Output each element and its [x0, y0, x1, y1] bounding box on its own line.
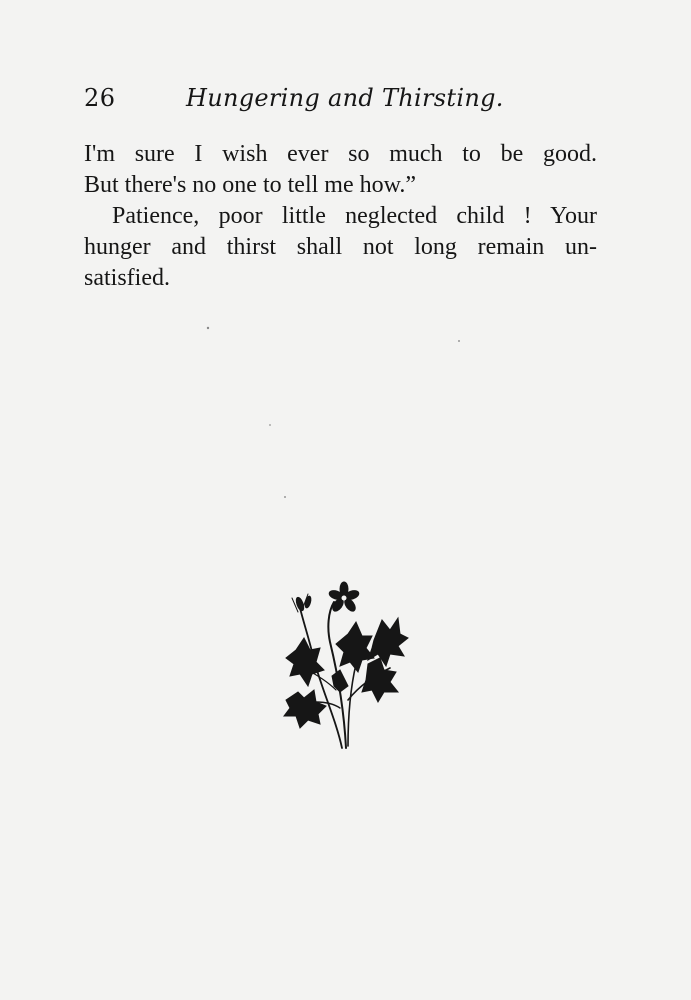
text-line: hunger and thirst shall not long remain un-: [84, 234, 597, 260]
running-head-title: Hungering and Thirsting.: [186, 84, 504, 112]
text-line: I'm sure I wish ever so much to be good.: [84, 141, 597, 167]
page-number: 26: [84, 84, 116, 112]
text-line: But there's no one to tell me how.”: [84, 172, 417, 198]
flower-sprig-icon: [278, 580, 410, 750]
text-line: Patience, poor little neglected child ! Your: [112, 203, 597, 229]
text-line: satisfied.: [84, 265, 170, 291]
